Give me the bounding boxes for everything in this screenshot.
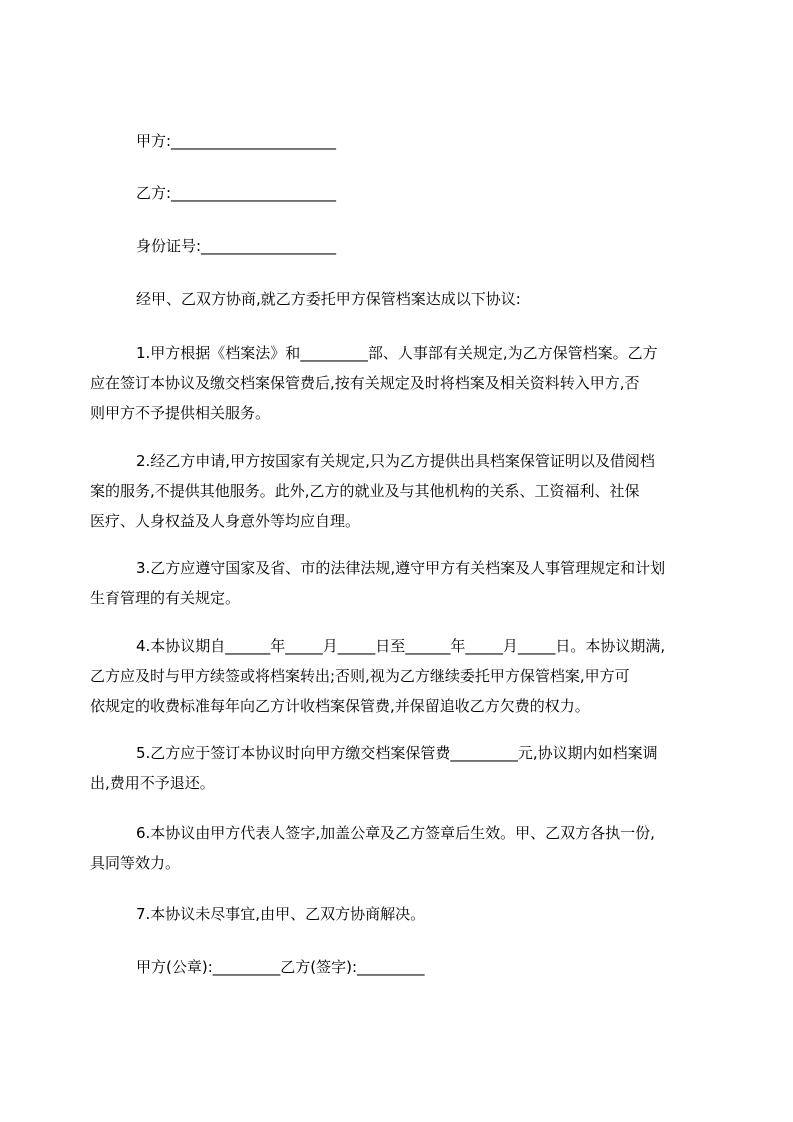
clause-3-line: 生育管理的有关规定。 bbox=[90, 589, 241, 607]
clause-3 bbox=[90, 553, 715, 613]
intro-paragraph: 经甲、乙双方协商,就乙方委托甲方保管档案达成以下协议: bbox=[136, 290, 521, 308]
clause-4 bbox=[90, 631, 715, 721]
clause-3-line: 3.乙方应遵守国家及省、市的法律法规,遵守甲方有关档案及人事管理规定和计划 bbox=[136, 559, 666, 577]
clause-2-line: 医疗、人身权益及人身意外等均应自理。 bbox=[90, 512, 361, 530]
party-a-field: 甲方:______________________ bbox=[136, 132, 337, 150]
clause-6 bbox=[90, 818, 715, 878]
clause-5-line: 5.乙方应于签订本协议时向甲方缴交档案保管费_________元,协议期内如档案调 bbox=[136, 744, 658, 762]
clause-4-line: 乙方应及时与甲方续签或将档案转出;否则,视为乙方继续委托甲方保管档案,甲方可 bbox=[90, 667, 630, 685]
clause-1-line: 应在签订本协议及缴交档案保管费后,按有关规定及时将档案及相关资料转入甲方,否 bbox=[90, 374, 640, 392]
clause-6-line: 6.本协议由甲方代表人签字,加盖公章及乙方签章后生效。甲、乙双方各执一份, bbox=[136, 824, 655, 842]
clause-5 bbox=[90, 738, 715, 798]
clause-1 bbox=[90, 338, 715, 428]
party-b-field: 乙方:______________________ bbox=[136, 184, 337, 202]
clause-1-line: 则甲方不予提供相关服务。 bbox=[90, 404, 271, 422]
clause-7: 7.本协议未尽事宜,由甲、乙双方协商解决。 bbox=[136, 905, 426, 923]
clause-4-line: 依规定的收费标准每年向乙方计收档案保管费,并保留追收乙方欠费的权力。 bbox=[90, 697, 590, 715]
signature-line: 甲方(公章):_________乙方(签字):_________ bbox=[136, 958, 425, 976]
clause-5-line: 出,费用不予退还。 bbox=[90, 774, 215, 792]
clause-2-line: 案的服务,不提供其他服务。此外,乙方的就业及与其他机构的关系、工资福利、社保 bbox=[90, 482, 640, 500]
clause-2-line: 2.经乙方申请,甲方按国家有关规定,只为乙方提供出具档案保管证明以及借阅档 bbox=[136, 452, 655, 470]
clause-1-line: 1.甲方根据《档案法》和_________部、人事部有关规定,为乙方保管档案。乙方 bbox=[136, 344, 658, 362]
id-number-field: 身份证号:__________________ bbox=[136, 237, 337, 255]
clause-4-line: 4.本协议期自______年_____月_____日至______年_____月_____日。本协议期满, bbox=[136, 637, 666, 655]
clause-2 bbox=[90, 446, 715, 536]
clause-6-line: 具同等效力。 bbox=[90, 854, 181, 872]
